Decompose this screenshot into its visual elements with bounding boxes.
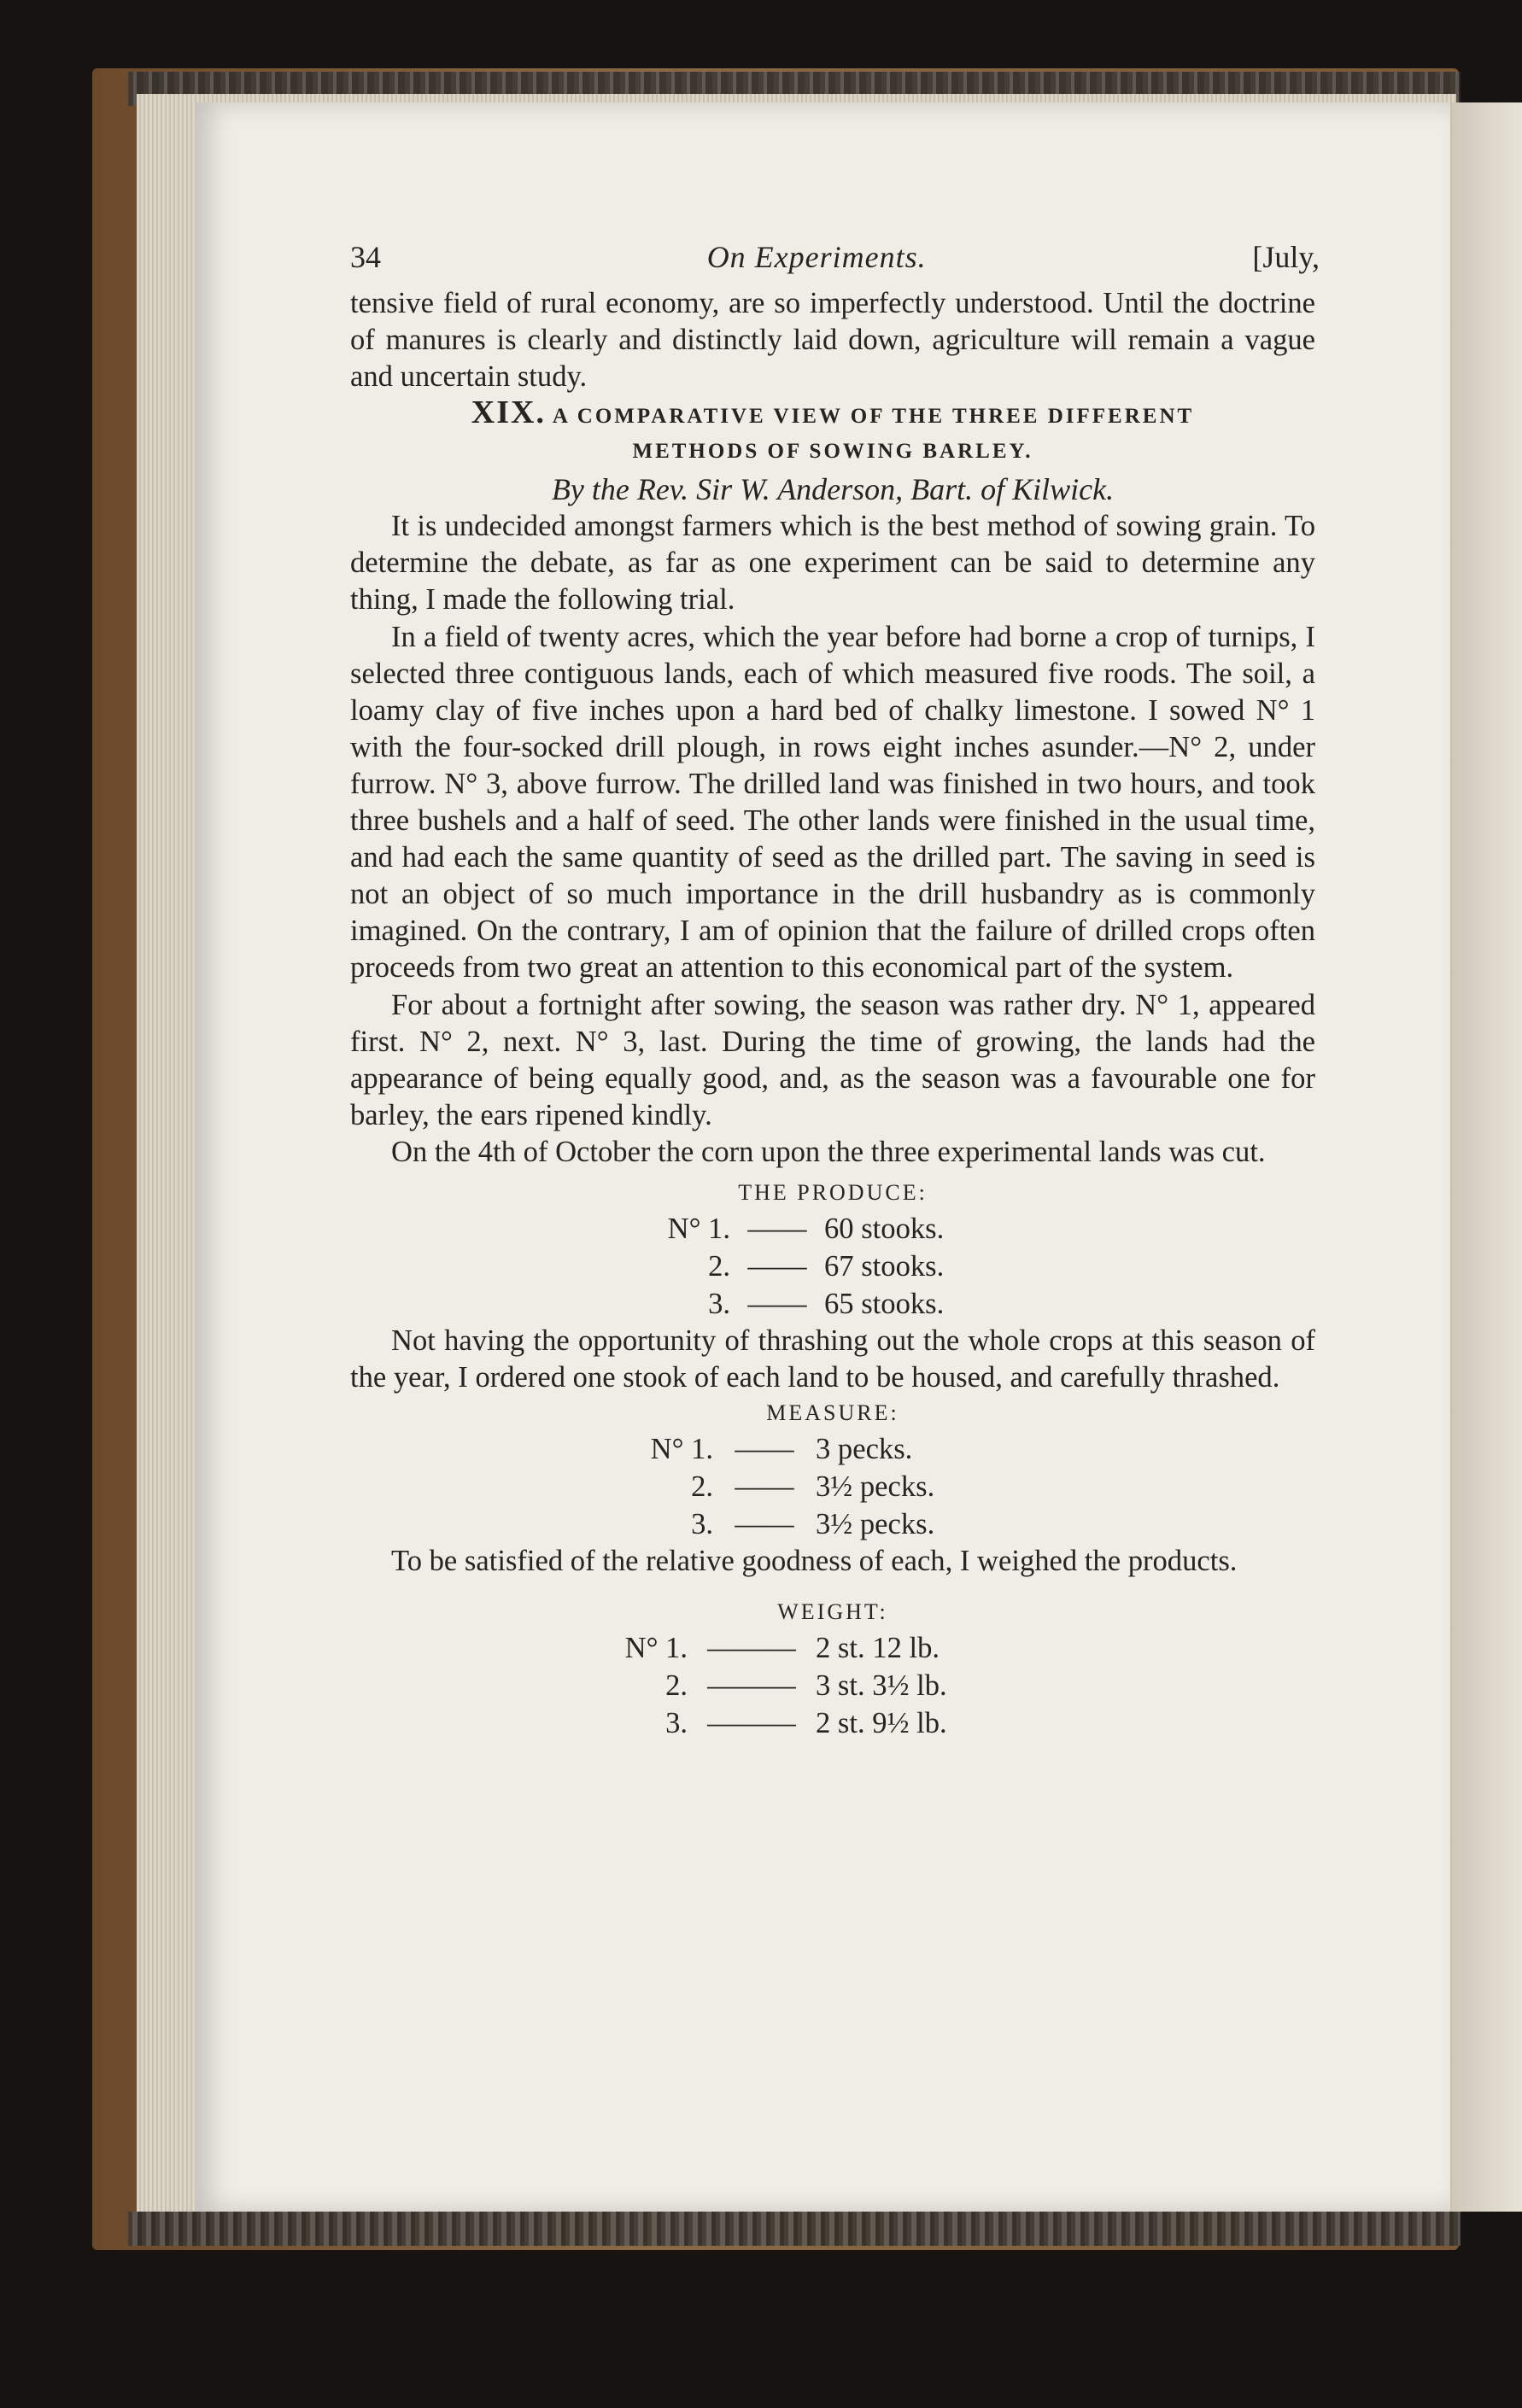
table-row [649,1210,1315,1248]
facing-page [1452,102,1522,2212]
row-dash: —— [735,1433,794,1466]
row-label: N° 1. [624,1632,688,1665]
paragraph-4: On the 4th of October the corn upon the three experimental lands was cut. [391,1135,1266,1168]
row-label: N° 1. [650,1433,713,1466]
table-row [632,1430,1315,1468]
page-text [350,239,1320,1742]
article-title-line1: A COMPARATIVE VIEW OF THE THREE DIFFERENT [552,405,1195,429]
running-title: On Experiments. [706,240,927,274]
row-label: 2. [665,1669,688,1703]
measure-heading: MEASURE: [766,1400,899,1426]
row-label: 3. [708,1287,730,1320]
row-value: 2 st. 9½ lb. [816,1707,947,1740]
table-row [606,1667,1315,1704]
row-value: 3½ pecks. [816,1508,935,1541]
row-dash: —— [747,1287,807,1320]
row-value: 2 st. 12 lb. [816,1632,940,1665]
row-dash: —— [735,1508,794,1541]
produce-table [649,1210,1315,1323]
row-dash: ——— [707,1632,796,1665]
row-label: 3. [665,1707,688,1740]
row-value: 3½ pecks. [816,1470,935,1504]
table-row [632,1505,1315,1543]
table-row [649,1248,1315,1285]
row-label: 2. [691,1470,713,1504]
produce-heading: THE PRODUCE: [738,1179,928,1205]
row-value: 60 stooks. [824,1212,945,1245]
paragraph-after-produce: Not having the opportunity of thrashing out the whole crops at this season of the year, I ordered one stook of each land to be housed, and carefully thrashed. [350,1324,1315,1394]
row-label: N° 1. [667,1212,730,1245]
page-number: 34 [350,240,381,274]
article-heading [350,395,1315,434]
article-title-line2: METHODS OF SOWING BARLEY. [632,440,1033,464]
row-value: 65 stooks. [824,1287,945,1320]
row-label: 3. [691,1508,713,1541]
measure-table [632,1430,1315,1543]
row-dash: ——— [707,1669,796,1703]
row-dash: ——— [707,1707,796,1740]
row-dash: —— [735,1470,794,1504]
running-header [350,239,1320,275]
table-row [632,1468,1315,1505]
table-row [649,1285,1315,1323]
paragraph-2: In a field of twenty acres, which the year before had borne a crop of turnips, I selected three contiguous lands, each of which measured five roods. The soil, a loamy clay of five inches upon a hard bed of chalky limestone. I sowed N° 1 with the four-socked drill plough, in rows eight inches asunder.—N° 2, under furrow. N° 3, above furrow. The drilled land was finished in two hours, and took three bushels and a half of seed. The other lands were finished in the usual time, and had each the same quantity of seed as the drilled part. The saving in seed is not an object of so much importance in the drill husbandry as is commonly imagined. On the contrary, I am of opinion that the failure of drilled crops often proceeds from two great an attention to this economical part of the system. [350,620,1315,985]
row-value: 67 stooks. [824,1249,945,1283]
weight-heading: WEIGHT: [777,1599,888,1625]
weight-table [606,1629,1315,1742]
table-row [606,1704,1315,1742]
row-label: 2. [708,1249,730,1283]
article-byline: By the Rev. Sir W. Anderson, Bart. of Kilwick. [551,472,1115,507]
article-number: XIX. [471,395,546,431]
paragraph-after-measure: To be satisfied of the relative goodness of each, I weighed the products. [391,1545,1238,1578]
intro-paragraph: tensive field of rural economy, are so imperfectly understood. Until the doctrine of manures is clearly and distinctly laid down, agriculture will remain a vague and uncertain study. [350,287,1315,394]
paragraph-3: For about a fortnight after sowing, the season was rather dry. N° 1, appeared first. N° 2, next. N° 3, last. During the time of growing, the lands had the appearance of being equally good, and, as the season was a favourable one for barley, the ears ripened kindly. [350,988,1315,1131]
running-date: [July, [1252,240,1320,274]
row-dash: —— [747,1212,807,1245]
table-row [606,1629,1315,1667]
row-value: 3 st. 3½ lb. [816,1669,947,1703]
book-binding-bottom [128,2212,1461,2246]
row-dash: —— [747,1249,807,1283]
paragraph-1: It is undecided amongst farmers which is the best method of sowing grain. To determine the debate, as far as one experiment can be said to determine any thing, I made the following trial. [350,510,1315,617]
row-value: 3 pecks. [816,1433,913,1466]
